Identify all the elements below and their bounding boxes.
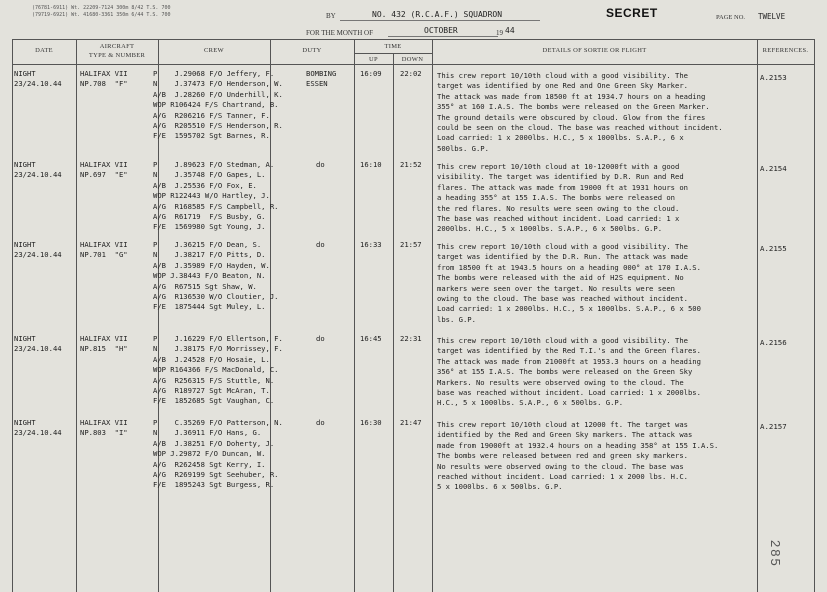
sortie-time-up: 16:30 — [360, 418, 382, 427]
sortie-duty: do — [316, 418, 325, 427]
crew-member: A/G R205510 F/S Henderson, R. — [153, 121, 283, 130]
sortie-detail-line: This crew report 10/10th cloud with a good visibility. The — [437, 71, 688, 80]
crew-member: P J.29068 F/O Jeffery, F. — [153, 69, 275, 78]
sortie-date-line: NIGHT — [14, 160, 36, 169]
form-code-1: (76781-6911) Wt. 22209-7124 300m 8/42 T.S. 700 — [32, 5, 171, 11]
sortie-detail-line: could be seen on the cloud. The base was reached without incident. — [437, 123, 723, 132]
crew-member: A/G R61719 F/S Busby, G. — [153, 212, 266, 221]
sortie-detail-line: The ground details were obscured by cloud. Glow from the fires — [437, 112, 706, 122]
sortie-time-down: 22:31 — [400, 334, 422, 343]
crew-member: N J.38217 F/O Pitts, D. — [153, 250, 266, 260]
col-line-7 — [757, 39, 758, 592]
sortie-detail-line: reached without incident. Load carried: 1 x 2000 lbs. H.C. — [437, 472, 688, 481]
sortie-date-line: 23/24.10.44 — [14, 170, 62, 180]
sortie-detail-line: H.C., 5 x 1000lbs. S.A.P., 6 x 500lbs. G.P. — [437, 398, 624, 408]
crew-member: N J.35748 F/O Gapes, L. — [153, 170, 266, 180]
sortie-detail-line: 5 x 1000lbs. 6 x 500lbs. G.P. — [437, 482, 563, 492]
crew-member: A/G R136530 W/O Cloutier, J. — [153, 292, 279, 301]
sortie-detail-line: This crew report 10/10th cloud at 10-12000ft with a good — [437, 162, 680, 171]
sortie-reference: A.2155 — [760, 244, 787, 253]
month-underline — [388, 36, 498, 37]
sortie-duty: ESSEN — [306, 79, 328, 89]
crew-member: P J.89623 F/O Stedman, A. — [153, 160, 275, 169]
crew-member: A/B J.28260 F/O Underhill, K. — [153, 89, 283, 99]
sortie-detail-line: This crew report 10/10th cloud at 12000 ft. The target was — [437, 420, 688, 429]
col-date: DATE — [35, 47, 53, 54]
col-line-8 — [814, 39, 815, 592]
col-duty: DUTY — [302, 47, 322, 54]
sortie-detail-line: The bombs were released with the aid of H2S equipment. No — [437, 273, 684, 283]
sortie-reference: A.2153 — [760, 73, 787, 82]
crew-member: P J.36215 F/O Dean, S. — [153, 240, 262, 249]
sortie-detail-line: 500lbs. G.P. — [437, 143, 489, 153]
secret-label: SECRET — [606, 6, 658, 20]
sortie-date-line: 23/24.10.44 — [14, 79, 62, 89]
col-aircraft: AIRCRAFT — [99, 43, 135, 50]
col-down: DOWN — [401, 56, 424, 63]
sortie-detail-line: The bombs were released between red and green sky markers. — [437, 451, 688, 461]
crew-member: WOP R122443 W/O Hartley, J. — [153, 191, 270, 201]
sortie-aircraft-line: HALIFAX VII — [80, 160, 128, 169]
crew-member: N J.37473 F/O Henderson, W. — [153, 79, 283, 89]
sortie-date-line: 23/24.10.44 — [14, 344, 62, 354]
sortie-duty: do — [316, 160, 325, 169]
col-line-0 — [12, 39, 13, 592]
sortie-aircraft-line: NP.697 "E" — [80, 170, 128, 180]
sortie-time-up: 16:45 — [360, 334, 382, 343]
sortie-aircraft-line: NP.701 "G" — [80, 250, 128, 260]
crew-member: F/E 1595702 Sgt Barnes, R. — [153, 131, 270, 141]
by-label: BY — [326, 12, 336, 20]
squadron-underline — [340, 20, 540, 21]
sortie-detail-line: Load carried: 1 x 2000lbs. H.C., 5 x 1000lbs. S.A.P., 6 x — [437, 133, 684, 143]
year-prefix: 19 — [496, 29, 503, 37]
sortie-duty: BOMBING — [306, 69, 337, 78]
sortie-date-line: 23/24.10.44 — [14, 250, 62, 260]
sortie-time-up: 16:09 — [360, 69, 382, 78]
sortie-detail-line: This crew report 10/10th cloud with a good visibility. The — [437, 336, 688, 345]
crew-member: A/G R269199 Sgt Seehuber, R. — [153, 470, 279, 479]
sortie-duty: do — [316, 240, 325, 249]
sortie-detail-line: base was reached without incident. Load carried: 1 x 2000lbs. — [437, 388, 701, 397]
col-aircraft-sub: TYPE & NUMBER — [88, 52, 146, 59]
sortie-detail-line: a heading 355° at 155 I.A.S. The bombs were released on — [437, 193, 675, 203]
sortie-duty: do — [316, 334, 325, 343]
sortie-time-up: 16:10 — [360, 160, 382, 169]
sortie-detail-line: markers were seen over the target. No results were seen — [437, 283, 675, 293]
year-value: 44 — [505, 26, 515, 35]
crew-member: A/G R206216 F/S Tanner, F. — [153, 110, 270, 120]
sortie-date-line: NIGHT — [14, 418, 36, 427]
col-references: REFERENCES. — [762, 47, 809, 54]
sortie-detail-line: made from 19000ft at 1932.4 hours on a heading 358° at 155 I.A.S. — [437, 440, 719, 450]
col-line-1 — [76, 39, 77, 592]
crew-member: A/G R189727 Sgt McAran, T. — [153, 386, 270, 395]
sortie-date-line: NIGHT — [14, 240, 36, 249]
sortie-detail-line: the red flares. No results were seen owing to the cloud. — [437, 203, 680, 213]
sortie-detail-line: Markers. No results were observed owing to the cloud. The — [437, 377, 684, 387]
sortie-detail-line: Load carried: 1 x 2000lbs. H.C., 5 x 1000lbs. S.A.P., 6 x 500 — [437, 304, 701, 314]
sortie-aircraft-line: NP.708 "F" — [80, 79, 128, 89]
crew-member: WOP R164366 F/S MacDonald, C. — [153, 365, 279, 375]
sortie-aircraft-line: NP.815 "H" — [80, 344, 128, 354]
col-up: UP — [369, 56, 378, 63]
sortie-aircraft-line: HALIFAX VII — [80, 69, 128, 78]
sortie-reference: A.2154 — [760, 164, 787, 173]
sortie-reference: A.2157 — [760, 422, 787, 431]
sortie-detail-line: visibility. The target was identified by D.R. Run and Red — [437, 172, 684, 182]
sortie-aircraft-line: NP.803 "I" — [80, 428, 128, 438]
form-code-2: (79719-6921) Wt. 41680-3361 350m 6/44 T.S. 700 — [32, 12, 171, 18]
page-number: TWELVE — [758, 12, 786, 21]
sortie-detail-line: 356° at 155 I.A.S. The bombs were released on the Green Sky — [437, 367, 693, 377]
sortie-detail-line: No results were observed owing to the cloud. The base was — [437, 461, 684, 471]
page-stamp: 285 — [768, 540, 783, 568]
col-line-6 — [432, 39, 433, 592]
crew-member: A/G R67515 Sgt Shaw, W. — [153, 281, 257, 291]
sortie-aircraft-line: HALIFAX VII — [80, 240, 128, 249]
sortie-detail-line: This crew report 10/10th cloud with a good visibility. The — [437, 242, 688, 251]
crew-member: F/E 1852685 Sgt Vaughan, C. — [153, 396, 275, 406]
crew-member: A/B J.25536 F/O Fox, E. — [153, 180, 257, 190]
crew-member: P C.35269 F/O Patterson, N. — [153, 418, 283, 427]
crew-member: WOP R106424 F/S Chartrand, B. — [153, 100, 279, 110]
sortie-detail-line: The attack was made from 18500 ft at 1934.7 hours on a heading — [437, 91, 706, 101]
sortie-detail-line: from 18500 ft at 1943.5 hours on a heading 000° at 170 I.A.S. — [437, 262, 701, 272]
table-header-bottom — [12, 64, 814, 65]
col-crew: CREW — [204, 47, 224, 54]
col-details: DETAILS OF SORTIE OR FLIGHT — [542, 47, 647, 54]
sortie-detail-line: target was identified by one Red and One Green Sky Marker. — [437, 81, 688, 91]
sortie-detail-line: flares. The attack was made from 19000 ft at 1931 hours on — [437, 182, 688, 192]
sortie-time-down: 21:52 — [400, 160, 422, 169]
col-line-4 — [354, 39, 355, 592]
table-top-border — [12, 39, 814, 40]
sortie-detail-line: The attack was made from 21000ft at 1953.3 hours on a heading — [437, 356, 701, 366]
sortie-detail-line: identified by the Red and Green Sky markers. The attack was — [437, 430, 693, 440]
sortie-aircraft-line: HALIFAX VII — [80, 334, 128, 343]
sortie-time-down: 21:47 — [400, 418, 422, 427]
sortie-time-down: 22:02 — [400, 69, 422, 78]
crew-member: A/B J.35989 F/O Hayden, W. — [153, 260, 270, 270]
sortie-date-line: NIGHT — [14, 334, 36, 343]
crew-member: A/G R262458 Sgt Kerry, I. — [153, 459, 266, 469]
page-label: PAGE NO. — [716, 14, 746, 21]
month-value: OCTOBER — [424, 26, 458, 35]
sortie-detail-line: target was identified by the Red T.I.'s and the Green flares. — [437, 346, 701, 356]
sortie-time-down: 21:57 — [400, 240, 422, 249]
crew-member: F/E 1569980 Sgt Young, J. — [153, 222, 266, 232]
sortie-detail-line: lbs. G.P. — [437, 314, 476, 324]
crew-member: N J.36911 F/O Hans, G. — [153, 428, 262, 438]
crew-member: WOP J.38443 F/O Beaton, N. — [153, 271, 266, 281]
crew-member: F/E 1875444 Sgt Muley, L. — [153, 302, 266, 312]
sortie-detail-line: owing to the cloud. The base was reached without incident. — [437, 294, 688, 303]
crew-member: A/G R256315 F/S Stuttle, N. — [153, 375, 275, 385]
sortie-detail-line: 355° at 160 I.A.S. The bombs were released on the Green Marker. — [437, 102, 710, 112]
sortie-detail-line: target was identified by the D.R. Run. The attack was made — [437, 252, 688, 262]
crew-member: WOP J.29872 F/O Duncan, W. — [153, 449, 266, 459]
squadron-name: NO. 432 (R.C.A.F.) SQUADRON — [372, 10, 503, 19]
crew-member: A/G R168585 F/S Campbell, R. — [153, 201, 279, 211]
sortie-reference: A.2156 — [760, 338, 787, 347]
crew-member: P J.16229 F/O Ellertson, F. — [153, 334, 283, 343]
sortie-date-line: 23/24.10.44 — [14, 428, 62, 438]
col-line-5 — [393, 53, 394, 592]
crew-member: A/B J.38251 F/O Doherty, J. — [153, 438, 275, 448]
crew-member: F/E 1895243 Sgt Burgess, R. — [153, 480, 275, 490]
sortie-time-up: 16:33 — [360, 240, 382, 249]
crew-member: A/B J.24528 F/O Hosaie, L. — [153, 354, 270, 364]
sortie-detail-line: 2000lbs. H.C., 5 x 1000lbs. S.A.P., 6 x 500lbs. G.P. — [437, 224, 663, 234]
crew-member: N J.38175 F/O Morrissey, F. — [153, 344, 283, 354]
sortie-date-line: NIGHT — [14, 69, 36, 78]
month-label: FOR THE MONTH OF — [306, 29, 373, 37]
col-time: TIME — [384, 43, 402, 50]
sortie-detail-line: The base was reached without incident. Load carried: 1 x — [437, 214, 680, 223]
sortie-aircraft-line: HALIFAX VII — [80, 418, 128, 427]
